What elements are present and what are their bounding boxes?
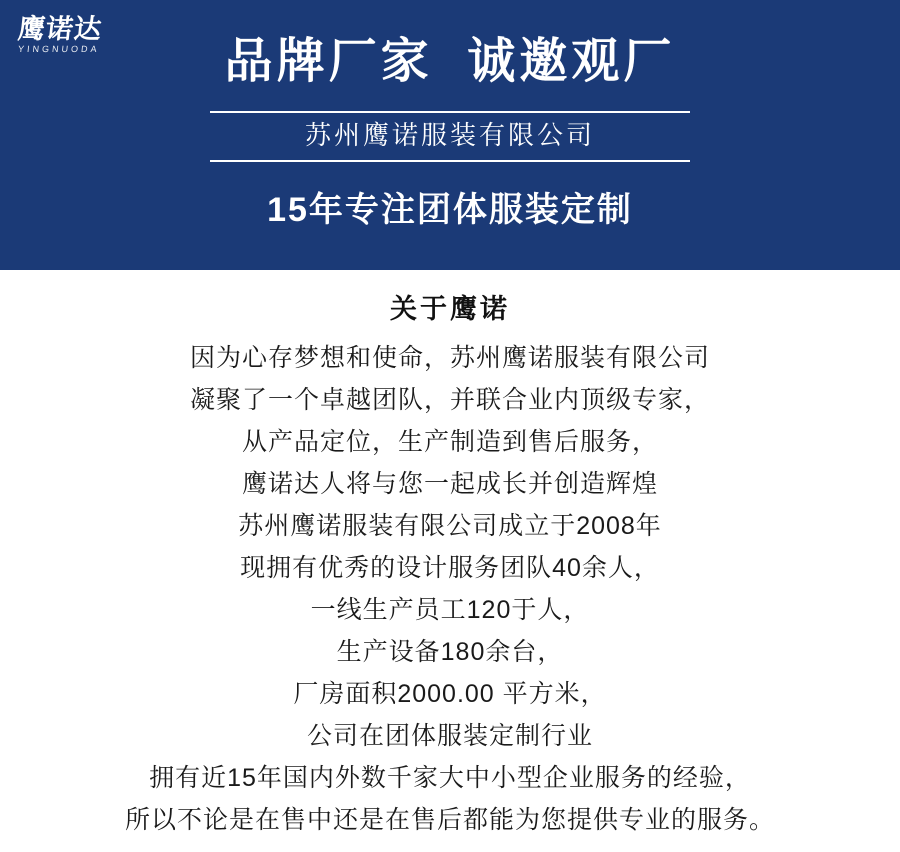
about-paragraph xyxy=(0,337,900,841)
about-line: 因为心存梦想和使命，苏州鹰诺服装有限公司 xyxy=(189,344,710,373)
banner-tagline: 15年专注团体服装定制 xyxy=(267,191,633,230)
logo-pinyin: YINGNUODA xyxy=(17,44,101,54)
about-section xyxy=(0,270,900,841)
banner-text-block xyxy=(0,0,900,270)
about-line: 生产设备180余台， xyxy=(336,638,564,667)
hero-banner xyxy=(0,0,900,270)
about-title: 关于鹰诺 xyxy=(390,294,510,324)
about-line: 凝聚了一个卓越团队，并联合业内顶级专家， xyxy=(189,386,710,415)
about-line: 从产品定位，生产制造到售后服务， xyxy=(241,428,658,457)
about-line: 苏州鹰诺服装有限公司成立于2008年 xyxy=(238,512,662,541)
about-line: 一线生产员工120于人， xyxy=(310,596,590,625)
about-line: 公司在团体服装定制行业 xyxy=(306,722,593,751)
about-line: 厂房面积2000.00 平方米， xyxy=(293,680,607,709)
banner-subtitle-rule xyxy=(210,111,690,162)
logo-wordmark: 鹰诺达 xyxy=(16,14,104,45)
about-line: 所以不论是在售中还是在售后都能为您提供专业的服务。 xyxy=(124,806,775,835)
banner-company-name: 苏州鹰诺服装有限公司 xyxy=(304,120,595,151)
about-line: 拥有近15年国内外数千家大中小型企业服务的经验， xyxy=(149,764,751,793)
about-line: 现拥有优秀的设计服务团队40余人， xyxy=(240,554,660,583)
about-line: 鹰诺达人将与您一起成长并创造辉煌 xyxy=(241,470,658,499)
banner-headline: 品牌厂家 诚邀观厂 xyxy=(224,35,676,88)
